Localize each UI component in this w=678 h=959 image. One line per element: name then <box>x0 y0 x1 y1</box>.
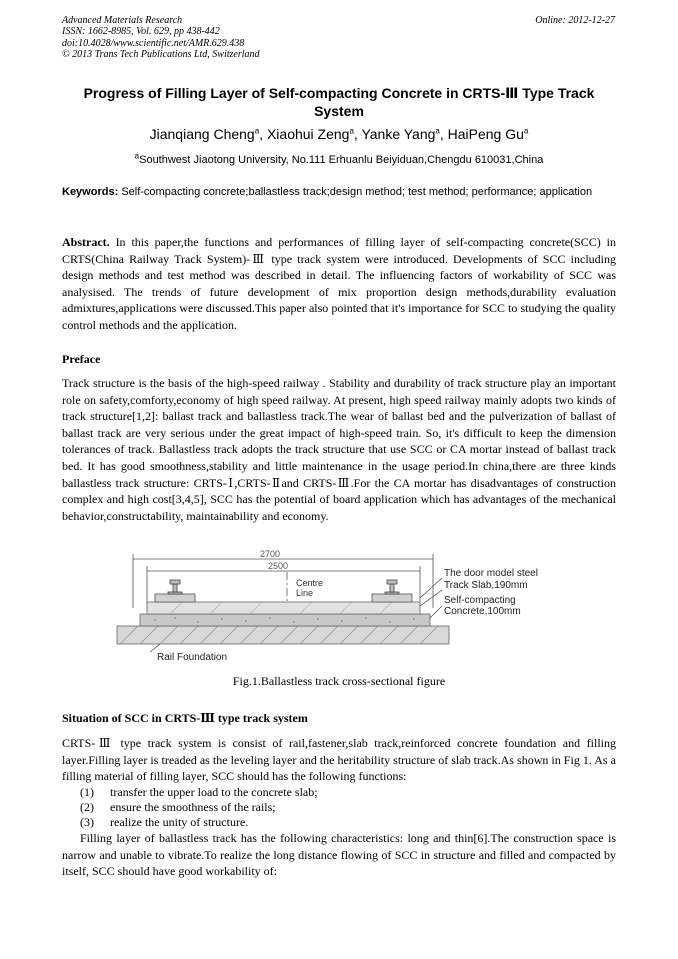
scc-filling-layer <box>140 614 430 626</box>
situation-paragraph: CRTS-Ⅲ type track system is consist of rail,fastener,slab track,reinforced concrete foundation and filling layer.Filling layer is treaded as the leveling layer and the heritability structure of slab track.As shown in Fig 1. As a filling material of filling layer, SCC should has the following functions: <box>62 736 616 784</box>
figure-caption: Fig.1.Ballastless track cross-sectional figure <box>232 674 446 688</box>
list-item-number: (1) <box>80 785 94 799</box>
fastener-block-right <box>372 594 412 602</box>
track-slab <box>147 602 420 614</box>
label-rail-foundation: Rail Foundation <box>157 652 228 663</box>
dimension-2500-label: 2500 <box>268 561 289 571</box>
affiliation-text: Southwest Jiaotong University, No.111 Erhuanlu Beiyiduan,Chengdu 610031,China <box>139 154 544 166</box>
paper-title: Progress of Filling Layer of Self-compacting Concrete in CRTS-Ⅲ Type Track System <box>83 85 595 119</box>
list-item-number: (3) <box>80 815 94 829</box>
list-item-text: transfer the upper load to the concrete slab; <box>110 785 318 799</box>
journal-header <box>62 15 260 61</box>
section-heading-situation: Situation of SCC in CRTS-Ⅲ type track system <box>62 711 308 725</box>
preface-paragraph: Track structure is the basis of the high-speed railway . Stability and durability of track structure play an important role on safety,comforty,economy of high speed railway. At present, high speed railway mainly adopts two kinds of track structure[1,2]: ballast track and ballastless track.The wear of ballast bed and the pulverization of ballast of ballast track are very serious under the great impact of high-speed train. So, it's difficult to keep the dimension tolerances of track. Ballastless track adopts the track structure that use SCC or CA mortar instead of ballast track bed. It has good smoothness,stability and little maintenance in the usage period.In china,there are three kinds ballastless track structure: CRTS-Ⅰ,CRTS-Ⅱand CRTS-Ⅲ.For the CA mortar has disadvantages of construction complex and high cost[3,4,5], SCC has the potential of board application which has advantages of the mechanical behavior,constructability, maintainability and economy. <box>62 376 616 523</box>
track-cross-section-diagram <box>0 548 678 670</box>
doi-line: doi:10.4028/www.scientific.net/AMR.629.438 <box>62 37 245 49</box>
dimension-2700-label: 2700 <box>260 549 281 559</box>
abstract-text: In this paper,the functions and performances of filling layer of self-compacting concrete(SCC) in CRTS(China Railway Track System)-Ⅲ type track system were introduced. Developments of SCC including design methods and test method was described in detail. The influencing factors of workability of SCC was analysised. The trends of future development of mix proportion design methods,durability evaluation admixtures,applications were discussed.This paper also pointed that it's importance for SCC to studying the quality control methods and the application. <box>62 235 617 332</box>
author-name: Xiaohui Zeng <box>266 126 350 142</box>
label-scc-line-1: Self-compacting <box>444 595 516 606</box>
copyright-line: © 2013 Trans Tech Publications Ltd, Switzerland <box>62 49 260 61</box>
rail-left <box>168 580 182 594</box>
list-item <box>62 815 616 829</box>
list-item-text: ensure the smoothness of the rails; <box>110 800 276 814</box>
rail-right <box>385 580 399 594</box>
list-item-text: realize the unity of structure. <box>110 815 249 829</box>
list-item <box>62 800 616 814</box>
online-date: Online: 2012-12-27 <box>535 15 615 26</box>
author-sup: a <box>523 126 529 136</box>
fastener-block-left <box>155 594 195 602</box>
label-door-model-steel: The door model steel <box>444 568 538 579</box>
list-item <box>62 785 616 799</box>
author-name: Jianqiang Cheng <box>149 126 255 142</box>
author-sup: a <box>349 126 354 136</box>
journal-name: Advanced Materials Research <box>62 15 183 26</box>
keywords <box>62 184 616 200</box>
centre-line-label-2: Line <box>296 588 314 598</box>
list-item-number: (2) <box>80 800 94 814</box>
affiliation-sup: a <box>134 151 140 161</box>
label-track-slab: Track Slab,190mm <box>444 580 528 591</box>
author-name: HaiPeng Gu <box>447 126 524 142</box>
section-heading-preface: Preface <box>62 352 101 366</box>
issn-line: ISSN: 1662-8985, Vol. 629, pp 438-442 <box>62 26 220 38</box>
keywords-text: Self-compacting concrete;ballastless track;design method; test method; performance; application <box>121 186 593 198</box>
leader-steel <box>420 578 442 598</box>
leader-slab <box>420 590 442 606</box>
leader-foundation <box>150 644 160 652</box>
label-scc-line-2: Concrete,100mm <box>444 606 521 617</box>
centre-line-label-1: Centre <box>296 578 324 588</box>
author-list: Jianqiang Cheng$^a$, Xiaohui Zeng$^a$, Yanke Yang$^a$, HaiPeng Gu$^a$ <box>149 126 529 142</box>
keywords-label: Keywords: <box>62 186 119 198</box>
abstract <box>62 234 616 334</box>
affiliation <box>62 151 616 166</box>
abstract-label: Abstract. <box>62 235 110 249</box>
author-name: Yanke Yang <box>361 126 436 142</box>
leader-scc <box>430 606 442 618</box>
situation-paragraph-2: Filling layer of ballastless track has the following characteristics: long and thin[6].The construction space is narrow and unable to vibrate.To realize the long distance flowing of SCC in structure and filled and compacted by itself, SCC should have good workability of: <box>62 831 616 879</box>
figure-1 <box>0 548 678 670</box>
author-sup: a <box>254 126 260 136</box>
author-sup: a <box>435 126 440 136</box>
